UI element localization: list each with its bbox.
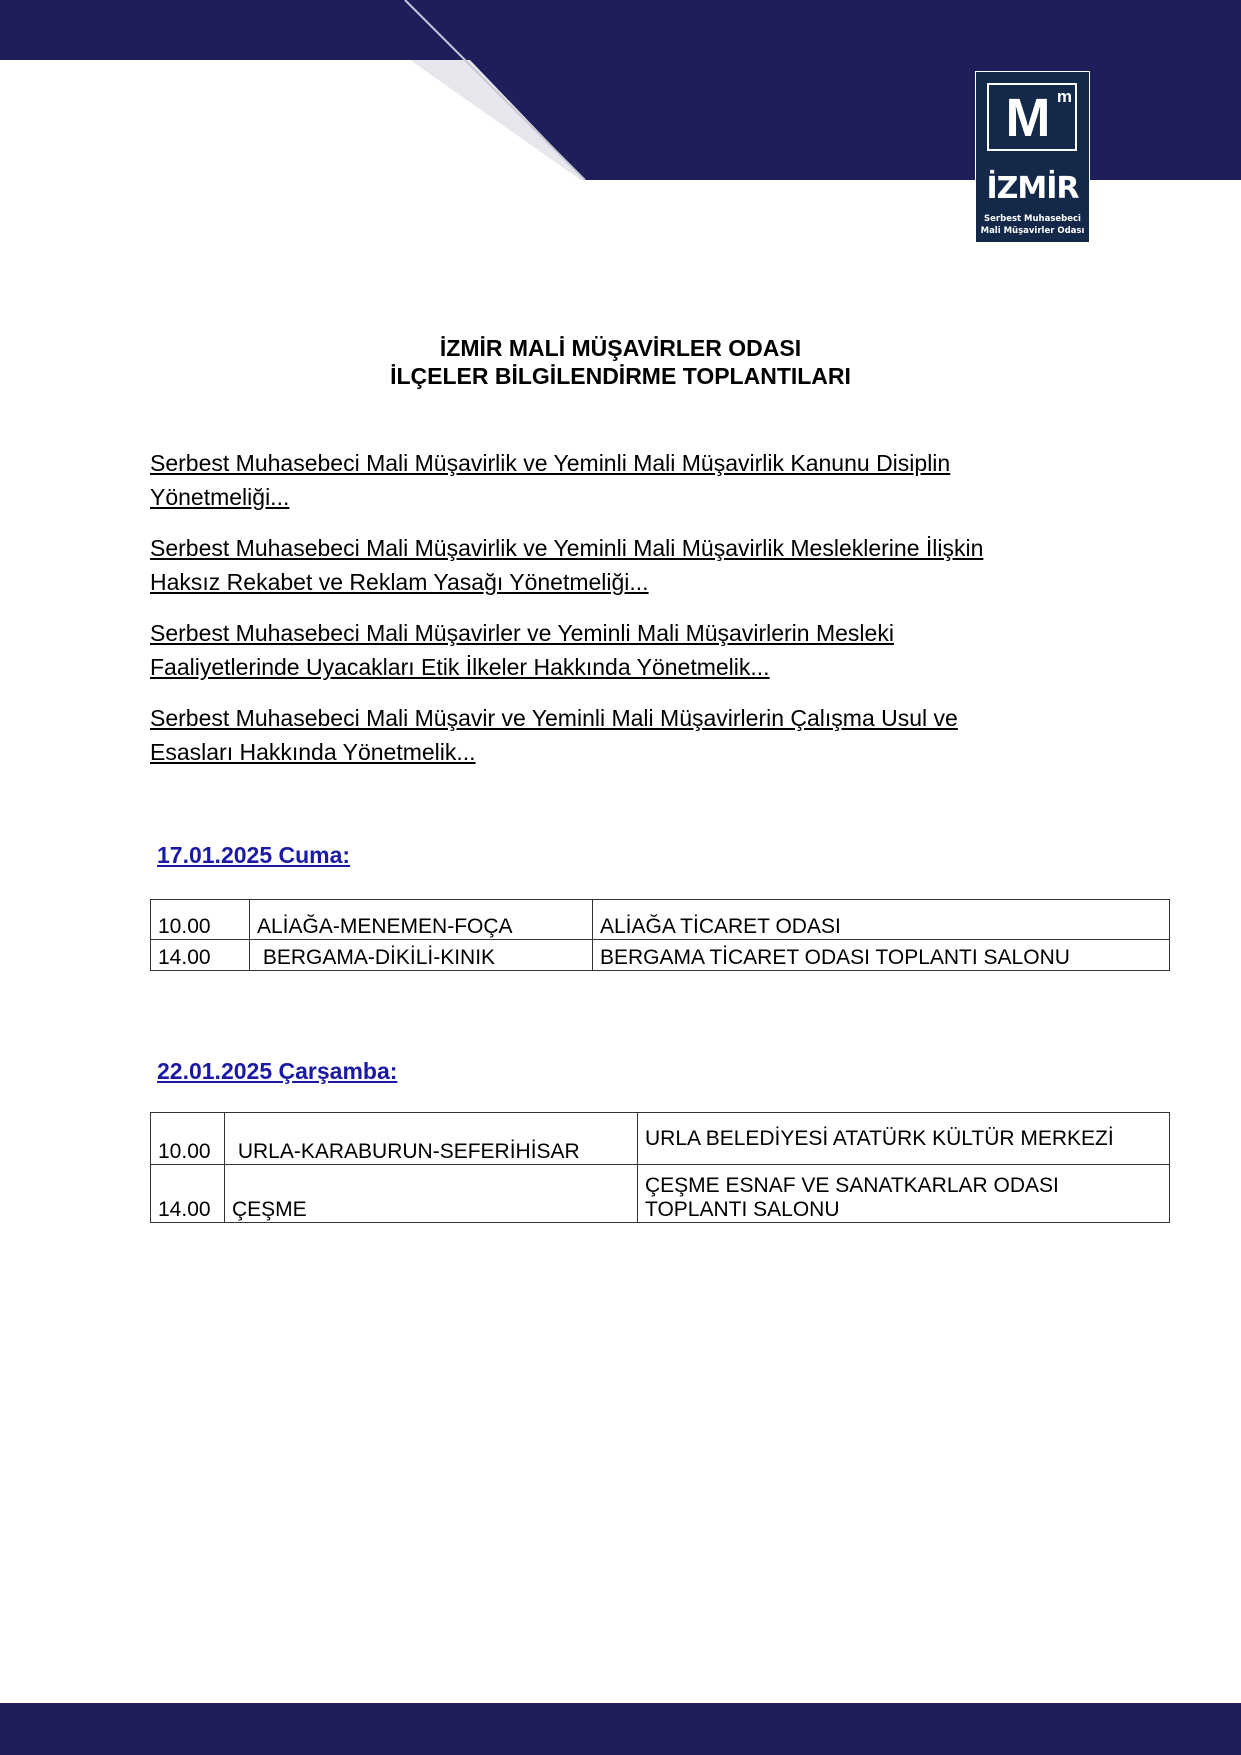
time-cell: 14.00 — [151, 1165, 225, 1223]
logo-subtitle-2: Mali Müşavirler Odası — [980, 226, 1085, 236]
link-text: Esasları Hakkında Yönetmelik... — [150, 739, 476, 765]
link-text: Haksız Rekabet ve Reklam Yasağı Yönetmeliği... — [150, 569, 649, 595]
link-haksiz-rekabet-yonetmeligi[interactable] — [150, 531, 1090, 599]
logo-mark: M — [1005, 88, 1051, 148]
time-cell: 10.00 — [151, 900, 250, 940]
venue-text: ÇEŞME ESNAF VE SANATKARLAR ODASI — [645, 1174, 1059, 1197]
logo-frame — [987, 83, 1077, 151]
link-text: Faaliyetlerinde Uyacakları Etik İlkeler Hakkında Yönetmelik... — [150, 654, 770, 680]
venue-cell — [638, 1113, 1170, 1165]
venue-cell: BERGAMA TİCARET ODASI TOPLANTI SALONU — [593, 940, 1170, 971]
link-etik-ilkeler-yonetmeligi[interactable] — [150, 616, 1090, 684]
table-row — [151, 1165, 1170, 1223]
venue-cell — [638, 1165, 1170, 1223]
time-cell: 10.00 — [151, 1113, 225, 1165]
table-row — [151, 900, 1170, 940]
izmir-smmm-logo — [975, 71, 1090, 243]
link-text: Serbest Muhasebeci Mali Müşavirlik ve Yeminli Mali Müşavirlik Mesleklerine İlişkin — [150, 535, 984, 561]
venue-cell: ALİAĞA TİCARET ODASI — [593, 900, 1170, 940]
district-cell: URLA-KARABURUN-SEFERİHİSAR — [225, 1113, 638, 1165]
link-text: Serbest Muhasebeci Mali Müşavir ve Yeminli Mali Müşavirlerin Çalışma Usul ve — [150, 705, 958, 731]
logo-mark-superscript: m — [1056, 87, 1072, 106]
page-title-line-2: İLÇELER BİLGİLENDİRME TOPLANTILARI — [390, 363, 851, 389]
district-cell: BERGAMA-DİKİLİ-KINIK — [250, 940, 593, 971]
schedule-date-heading: 17.01.2025 Cuma: — [157, 842, 351, 868]
district-cell: ÇEŞME — [225, 1165, 638, 1223]
footer-band — [0, 1703, 1241, 1755]
link-disiplin-yonetmeligi[interactable] — [150, 446, 1090, 514]
schedule-table — [150, 899, 1170, 971]
schedule-table — [150, 1112, 1170, 1223]
page-title-line-1: İZMİR MALİ MÜŞAVİRLER ODASI — [439, 335, 802, 361]
table-row — [151, 1113, 1170, 1165]
table-row — [151, 940, 1170, 971]
link-calisma-usul-yonetmeligi[interactable] — [150, 701, 1090, 769]
schedule-date-heading: 22.01.2025 Çarşamba: — [157, 1058, 398, 1084]
venue-text: URLA BELEDİYESİ ATATÜRK KÜLTÜR MERKEZİ — [645, 1126, 1114, 1150]
link-text: Serbest Muhasebeci Mali Müşavirler ve Yeminli Mali Müşavirlerin Mesleki — [150, 620, 894, 646]
logo-subtitle-1: Serbest Muhasebeci — [984, 214, 1081, 224]
link-text: Serbest Muhasebeci Mali Müşavirlik ve Yeminli Mali Müşavirlik Kanunu Disiplin — [150, 450, 951, 476]
regulation-links — [150, 446, 1090, 786]
logo-city: İZMİR — [986, 171, 1079, 206]
time-cell: 14.00 — [151, 940, 250, 971]
link-text: Yönetmeliği... — [150, 484, 290, 510]
venue-text: TOPLANTI SALONU — [645, 1198, 840, 1221]
district-cell: ALİAĞA-MENEMEN-FOÇA — [250, 900, 593, 940]
